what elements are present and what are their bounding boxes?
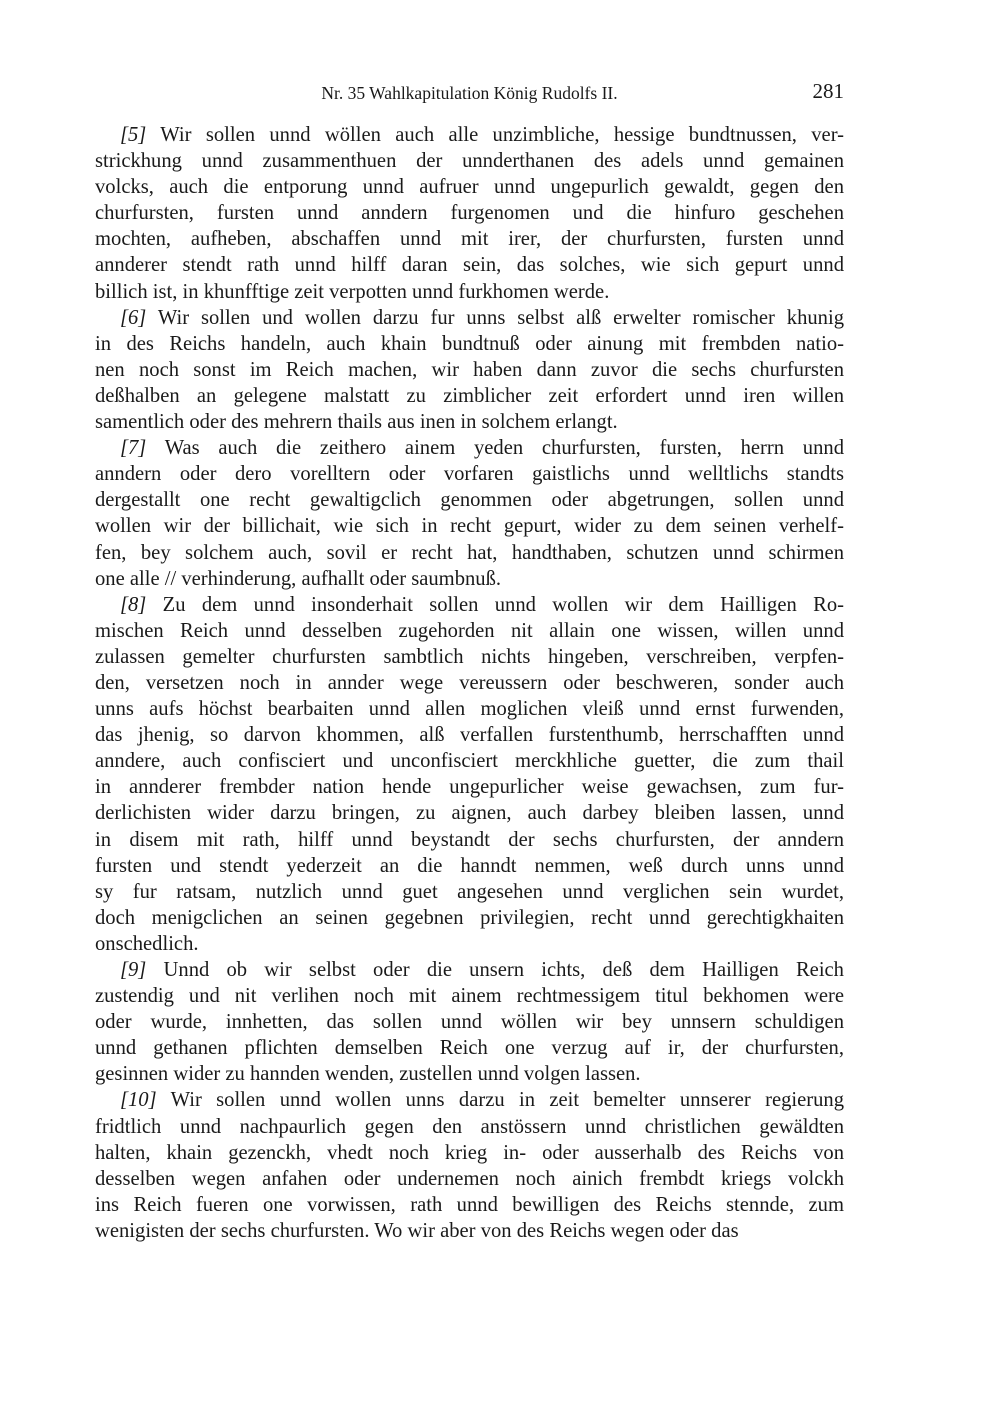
text-line — [95, 252, 844, 278]
text-line — [95, 983, 844, 1009]
line-text: wollen wir der billichait, wie sich in recht gepurt, wider zu dem seinen verhelf- — [95, 515, 844, 538]
running-head — [95, 80, 844, 106]
text-line — [95, 1218, 844, 1244]
line-text: das jhenig, so darvon khommen, alß verfallen furstenthumb, herrschafften unnd — [95, 724, 844, 747]
line-text: Zu dem unnd insonderhait sollen unnd wollen wir dem Hailligen Ro- — [162, 593, 844, 616]
text-line — [95, 331, 844, 357]
line-text: halten, khain gezenckh, vhedt noch krieg in- oder ausserhalb des Reichs von — [95, 1141, 844, 1164]
text-line — [95, 487, 844, 513]
line-text: Was auch die zeithero ainem yeden churfursten, fursten, herrn unnd — [164, 437, 844, 460]
line-text: doch menigclichen an seinen gegebnen privilegien, recht unnd gerechtigkhaiten — [95, 906, 844, 929]
text-line — [95, 1061, 844, 1087]
paragraph-number: [8] — [120, 593, 147, 616]
page-number: 281 — [812, 79, 844, 103]
text-line — [95, 122, 844, 148]
paragraph-number: [7] — [120, 437, 147, 460]
text-line — [95, 748, 844, 774]
running-title: Nr. 35 Wahlkapitulation König Rudolfs II. — [321, 83, 618, 103]
text-line — [95, 1166, 844, 1192]
line-text: gesinnen wider zu hannden wenden, zustellen unnd volgen lassen. — [95, 1063, 641, 1086]
line-text: volcks, auch die entporung unnd aufruer unnd ungepurlich gewaldt, gegen den — [95, 176, 844, 199]
line-text: billich ist, in khunfftige zeit verpotten unnd furkhomen werde. — [95, 280, 610, 303]
line-text: sy fur ratsam, nutzlich unnd guet angesehen unnd verglichen sein wurdet, — [95, 880, 844, 903]
text-line — [95, 566, 844, 592]
text-line — [95, 592, 844, 618]
line-text: anndere, auch confisciert und unconfisciert merckhliche guetter, die zum thail — [95, 750, 844, 773]
line-text: strickhung unnd zusammenthuen der unnderthanen des adels unnd gemainen — [95, 150, 844, 173]
line-text: unns aufs höchst bearbaiten unnd allen moglichen vleiß unnd ernst furwenden, — [95, 698, 844, 721]
line-text: Wir sollen und wollen darzu fur unns selbst alß erwelter romischer khunig — [157, 306, 844, 329]
text-line — [95, 827, 844, 853]
paragraph-number: [5] — [120, 124, 147, 146]
text-line — [95, 305, 844, 331]
text-line — [95, 774, 844, 800]
line-text: in annderer frembder nation hende ungepurlicher weise gewachsen, zum fur- — [95, 776, 844, 799]
text-line — [95, 957, 844, 983]
line-text: fen, bey solchem auch, sovil er recht hat, handthaben, schutzen unnd schirmen — [95, 541, 844, 564]
text-line — [95, 853, 844, 879]
text-line — [95, 696, 844, 722]
paragraph-number: [9] — [120, 959, 147, 981]
text-line — [95, 722, 844, 748]
paragraph-number: [10] — [120, 1089, 157, 1112]
body-text — [95, 122, 844, 1244]
line-text: Wir sollen unnd wöllen auch alle unzimbliche, hessige bundtnussen, ver- — [160, 124, 844, 146]
line-text: zustendig und nit verlihen noch mit ainem rechtmessigem titul bekhomen were — [95, 985, 844, 1008]
paragraph — [95, 957, 844, 1087]
text-line — [95, 279, 844, 305]
line-text: zulassen gemelter churfursten sambtlich nichts hingeben, verschreiben, verpfen- — [95, 645, 844, 668]
text-line — [95, 1009, 844, 1035]
paragraph — [95, 435, 844, 592]
line-text: den, versetzen noch in annder wege vereussern oder beschweren, sonder auch — [95, 671, 844, 694]
text-line — [95, 513, 844, 539]
text-line — [95, 931, 844, 957]
paragraph — [95, 1087, 844, 1244]
line-text: onschedlich. — [95, 932, 199, 955]
text-line — [95, 540, 844, 566]
line-text: one alle // verhinderung, aufhallt oder saumbnuß. — [95, 567, 502, 590]
line-text: in des Reichs handeln, auch khain bundtnuß oder ainung mit frembden natio- — [95, 332, 844, 355]
text-line — [95, 1114, 844, 1140]
text-line — [95, 200, 844, 226]
text-line — [95, 670, 844, 696]
line-text: in disem mit rath, hilff unnd beystandt der sechs churfursten, der anndern — [95, 828, 844, 851]
text-line — [95, 461, 844, 487]
text-line — [95, 148, 844, 174]
line-text: deßhalben an gelegene malstatt zu zimblicher zeit erfordert unnd iren willen — [95, 384, 844, 407]
line-text: desselben wegen anfahen oder undernemen noch ainich frembdt kriegs volckh — [95, 1167, 844, 1190]
text-line — [95, 226, 844, 252]
line-text: mochten, aufheben, abschaffen unnd mit irer, der churfursten, fursten unnd — [95, 228, 844, 251]
line-text: ins Reich fueren one vorwissen, rath unnd bewilligen des Reichs stennde, zum — [95, 1193, 844, 1216]
text-line — [95, 618, 844, 644]
line-text: unnd gethanen pflichten demselben Reich one verzug auf ir, der churfursten, — [95, 1037, 844, 1060]
paragraph-number: [6] — [120, 306, 147, 329]
text-line — [95, 905, 844, 931]
line-text: fridtlich unnd nachpaurlich gegen den anstössern unnd christlichen gewäldten — [95, 1115, 844, 1138]
line-text: Wir sollen unnd wollen unns darzu in zeit bemelter unnserer regierung — [170, 1089, 844, 1112]
text-line — [95, 1035, 844, 1061]
line-text: wenigisten der sechs churfursten. Wo wir aber von des Reichs wegen oder das — [95, 1219, 739, 1242]
line-text: annderer stendt rath unnd hilff daran sein, das solches, wie sich gepurt unnd — [95, 254, 844, 277]
line-text: churfursten, fursten unnd anndern furgenomen und die hinfuro geschehen — [95, 202, 844, 225]
paragraph — [95, 592, 844, 957]
text-line — [95, 1087, 844, 1113]
line-text: oder wurde, innhetten, das sollen unnd wöllen wir bey unnsern schuldigen — [95, 1011, 844, 1034]
text-line — [95, 1140, 844, 1166]
text-line — [95, 1192, 844, 1218]
line-text: nen noch sonst im Reich machen, wir haben dann zuvor die sechs churfursten — [95, 358, 844, 381]
text-line — [95, 383, 844, 409]
line-text: derlichisten wider darzu bringen, zu aignen, auch darbey bleiben lassen, unnd — [95, 802, 844, 825]
text-line — [95, 409, 844, 435]
line-text: Unnd ob wir selbst oder die unsern ichts, deß dem Hailligen Reich — [163, 959, 844, 981]
line-text: mischen Reich unnd desselben zugehorden nit allain one wissen, willen unnd — [95, 619, 844, 642]
text-line — [95, 435, 844, 461]
text-line — [95, 644, 844, 670]
text-line — [95, 357, 844, 383]
line-text: anndern oder dero vorelltern oder vorfaren gaistlichs unnd welltlichs standts — [95, 463, 844, 486]
text-line — [95, 879, 844, 905]
text-line — [95, 174, 844, 200]
line-text: dergestallt one recht gewaltigclich genommen oder abgetrungen, sollen unnd — [95, 489, 844, 512]
line-text: fursten und stendt yederzeit an die hanndt nemmen, weß durch unns unnd — [95, 854, 844, 877]
line-text: samentlich oder des mehrern thails aus inen in solchem erlangt. — [95, 411, 618, 434]
text-line — [95, 800, 844, 826]
paragraph — [95, 305, 844, 435]
paragraph — [95, 122, 844, 305]
